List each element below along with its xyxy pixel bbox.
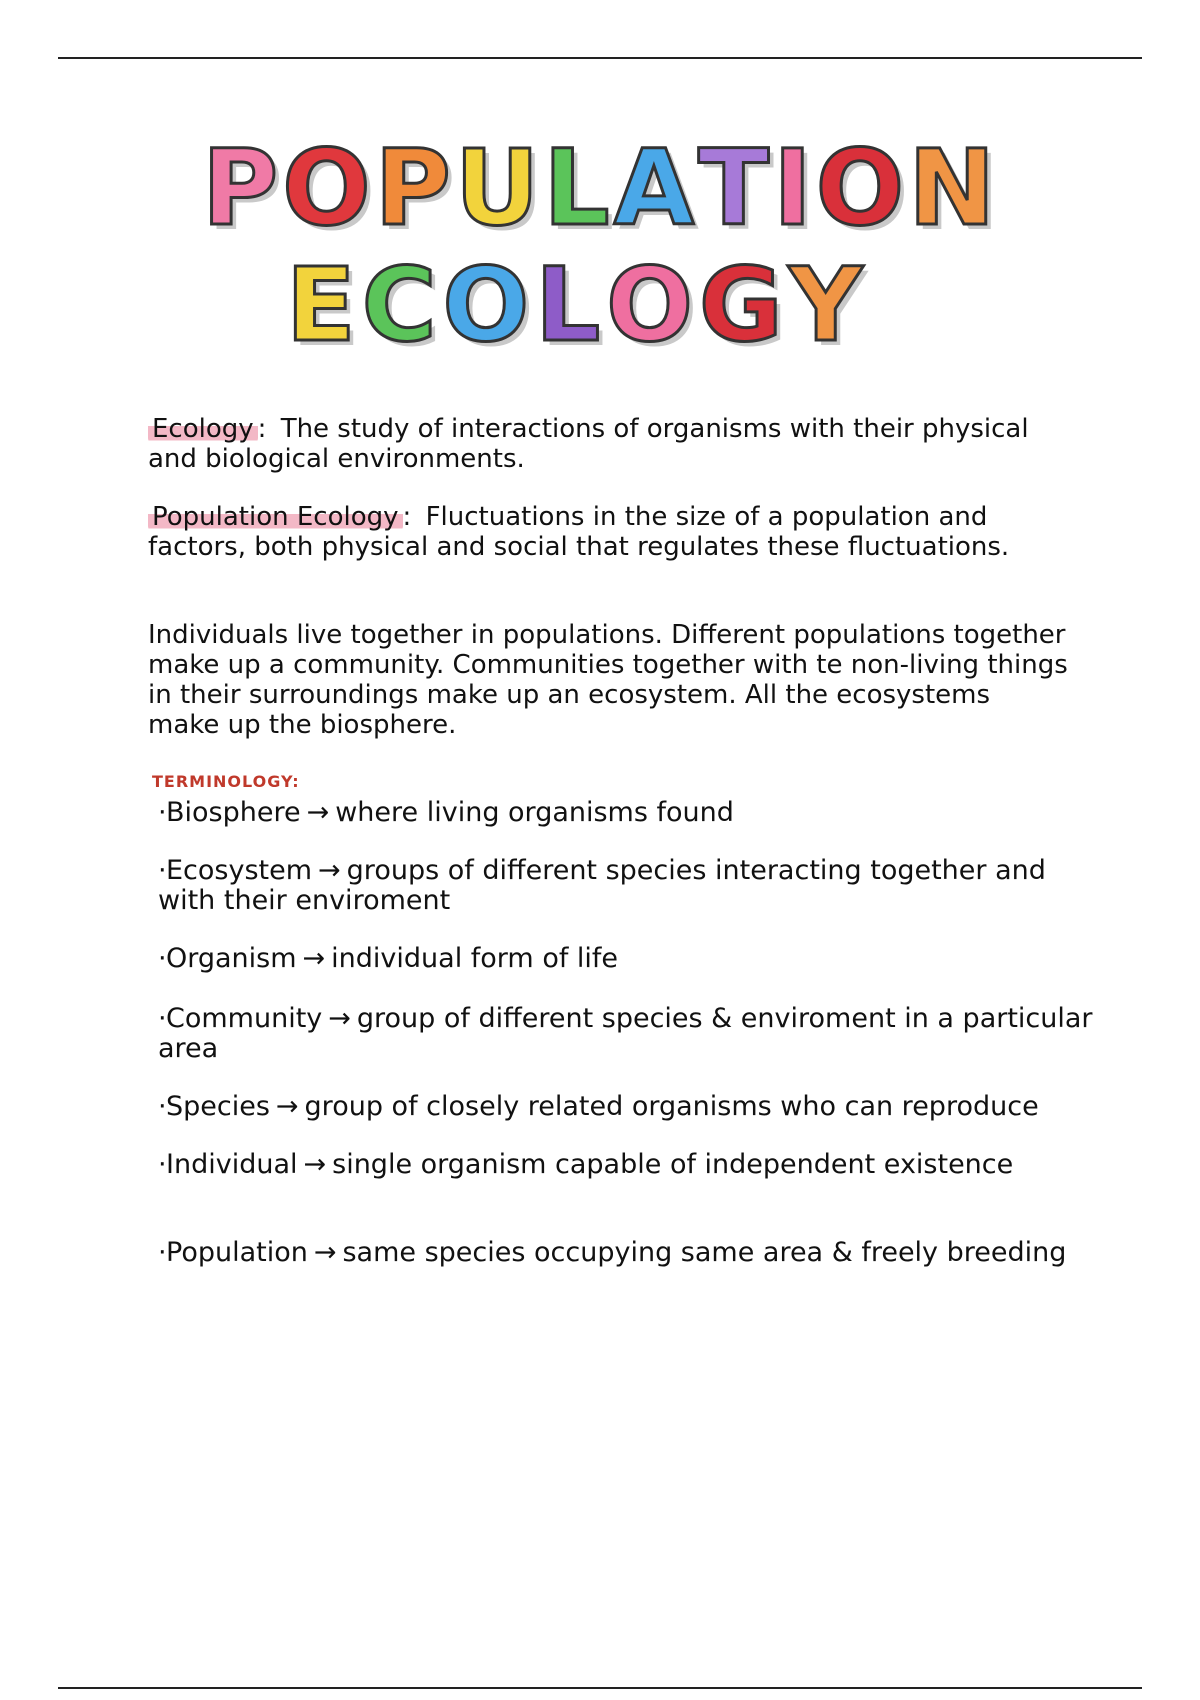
title-letter: N [908, 127, 996, 249]
term-item-species: ·Species → group of closely related organisms who can reproduce [158, 1091, 1039, 1122]
title-line-ecology [286, 246, 863, 366]
title-letter: O [815, 127, 905, 249]
arrow-icon: → [328, 1003, 351, 1034]
term-label: Biosphere [166, 797, 301, 828]
title-letter: O [282, 127, 371, 249]
title-letter: T [698, 127, 770, 249]
term-item-ecosystem: ·Ecosystem → groups of different species interacting together and with their enviroment [158, 855, 1046, 916]
title-letter: O [442, 246, 530, 365]
ecology-text: The study of interactions of organisms with their physical and biological environments. [148, 414, 1029, 474]
top-rule [58, 57, 1142, 59]
title-letter: Y [788, 246, 863, 365]
population-ecology-definition: Population Ecology : Fluctuations in the size of a population and factors, both physical and social that regulates these fluctuations. [148, 502, 1010, 562]
term-item-community: ·Community → group of different species & enviroment in a particular area [158, 1003, 1093, 1064]
ecology-term: Ecology [148, 414, 258, 444]
term-item-organism: ·Organism → individual form of life [158, 943, 619, 974]
term-definition: where living organisms found [335, 797, 734, 828]
intro-paragraph: Individuals live together in populations. Different populations together make up a community. Communities together with te non-living things in their surroundings make up an ecosystem. All the ecosystems make up the biosphere. [148, 620, 1068, 740]
title-letter: L [535, 246, 601, 365]
population-ecology-term: Population Ecology [148, 502, 403, 532]
title-letter: A [613, 127, 695, 249]
title-letter: P [374, 127, 451, 249]
ecology-definition: Ecology : The study of interactions of organisms with their physical and biological environments. [148, 414, 1029, 474]
population-ecology-text: Fluctuations in the size of a population and factors, both physical and social that regulates these fluctuations. [148, 502, 1010, 562]
term-label: Population [166, 1237, 308, 1268]
title-letter: I [773, 127, 812, 249]
bottom-rule [58, 1687, 1142, 1689]
term-definition: group of closely related organisms who can reproduce [304, 1091, 1039, 1122]
term-definition: single organism capable of independent existence [332, 1149, 1014, 1180]
term-item-individual: ·Individual → single organism capable of independent existence [158, 1149, 1014, 1180]
term-definition: group of different species & enviroment in a particular area [158, 1003, 1093, 1064]
title-letter: P [202, 127, 279, 249]
arrow-icon: → [275, 1091, 299, 1122]
term-item-biosphere: ·Biosphere → where living organisms found [158, 797, 734, 828]
title-letter: E [286, 246, 356, 365]
term-label: Ecosystem [166, 855, 313, 886]
term-definition: same species occupying same area & freely breeding [342, 1237, 1067, 1268]
arrow-icon: → [302, 943, 326, 974]
title-letter: C [361, 246, 437, 365]
title-letter: O [606, 246, 693, 365]
title-line-population [202, 128, 995, 248]
title-letter: L [543, 127, 610, 249]
arrow-icon: → [303, 1149, 327, 1180]
title-letter: G [698, 246, 783, 365]
term-item-population: ·Population → same species occupying same area & freely breeding [158, 1237, 1067, 1268]
arrow-icon: → [313, 1237, 337, 1268]
arrow-icon: → [318, 855, 341, 886]
term-definition: individual form of life [331, 943, 619, 974]
term-label: Species [166, 1091, 270, 1122]
title-letter: U [454, 127, 540, 249]
term-label: Individual [166, 1149, 298, 1180]
term-definition: groups of different species interacting together and with their enviroment [158, 855, 1046, 916]
arrow-icon: → [306, 797, 330, 828]
terminology-heading: TERMINOLOGY: [152, 772, 300, 791]
term-label: Community [166, 1003, 323, 1034]
term-label: Organism [166, 943, 297, 974]
